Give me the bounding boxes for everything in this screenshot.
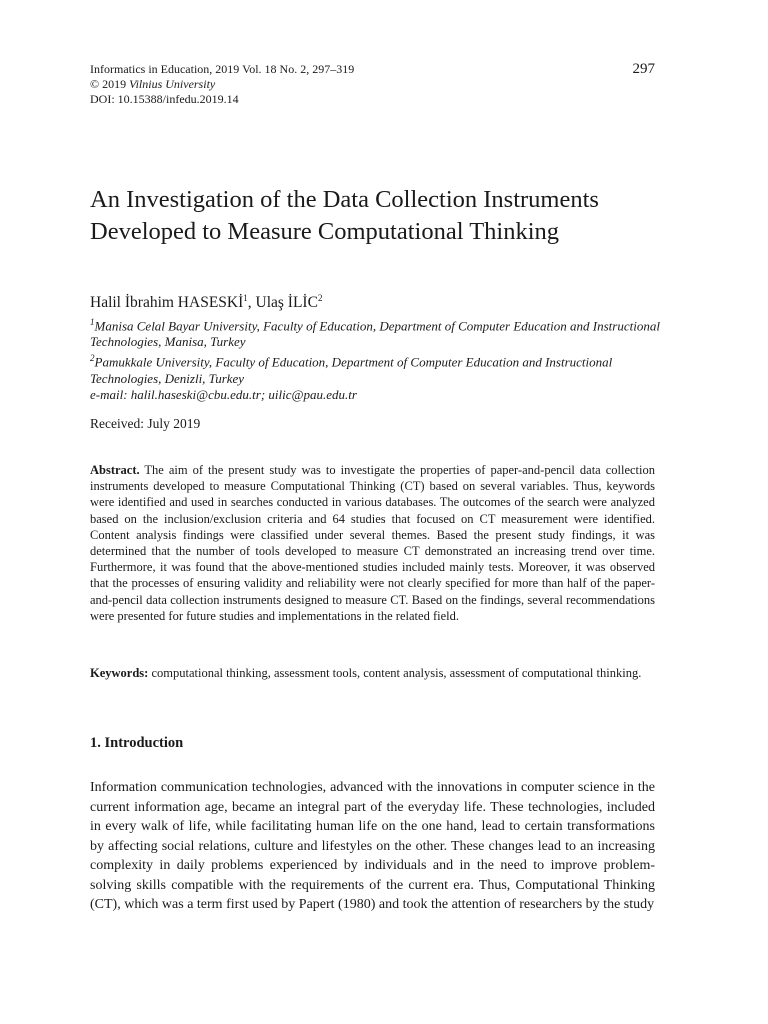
doi: DOI: 10.15388/infedu.2019.14: [90, 92, 239, 106]
keywords-text: computational thinking, assessment tools, content analysis, assessment of computational thinking.: [148, 666, 642, 680]
affiliation-text: Manisa Celal Bayar University, Faculty of Education, Department of Computer Education and Instructional Technologies, Manisa, Turkey: [90, 318, 660, 350]
affiliation-mark: 2: [90, 353, 95, 364]
affiliation-text: Pamukkale University, Faculty of Education, Department of Computer Education and Instructional Technologies, Denizli, Turkey: [90, 354, 613, 386]
paper-title: An Investigation of the Data Collection Instruments Developed to Measure Computational Thinking: [90, 186, 599, 245]
copyright-prefix: © 2019: [90, 77, 130, 91]
affiliation-mark: 1: [90, 317, 95, 327]
copyright-line: [90, 77, 655, 92]
contact-email: e-mail: halil.haseski@cbu.edu.tr; uilic@pau.edu.tr: [90, 386, 357, 402]
author-affiliation-mark: 2: [317, 293, 323, 303]
affiliation: [90, 314, 665, 350]
author-list: [90, 288, 322, 313]
copyright-institution: Vilnius University: [129, 77, 216, 91]
abstract-label: Abstract.: [90, 463, 140, 477]
journal-header: [90, 62, 655, 107]
author-separator: ,: [247, 294, 256, 312]
affiliation: [90, 350, 665, 386]
body-paragraph: Information communication technologies, advanced with the innovations in computer science in the current information age, became an integral part of the everyday life. These technologies, included in every walk of life, while facilitating human life on the one hand, lead to certain transformations by affecting social relations, culture and lifestyles on the other. These changes lead to an increasing complexity in daily problems experienced by individuals and in the need to improve problem-solving skills compatible with the requirements of the current era. Thus, Computational Thinking (CT), which was a term first used by Papert (1980) and took the attention of researchers by the study: [90, 780, 655, 912]
page-number: 297: [632, 61, 655, 77]
received-date: Received: July 2019: [90, 416, 201, 431]
author-name: Halil İbrahim HASESKİ: [90, 294, 244, 312]
author-name: Ulaş İLİC: [255, 294, 318, 312]
abstract-text: The aim of the present study was to investigate the properties of paper-and-pencil data collection instruments developed to measure Computational Thinking (CT) based on several variables. Thus, keywords were identified and used in searches conducted in various databases. The outcomes of the search were analyzed based on the inclusion/exclusion criteria and 64 studies that focused on CT measurement were identified. Content analysis findings were classified under several themes. Based the present study findings, it was determined that the number of tools developed to measure CT demonstrated an increasing trend over time. Furthermore, it was found that the above-mentioned studies included mainly tests. Moreover, it was observed that the processes of ensuring validity and reliability were not clearly specified for more than half of the paper-and-pencil data collection instruments designed to measure CT. Based on the findings, several recommendations were presented for future studies and implementations in the related field.: [90, 463, 655, 623]
journal-citation: Informatics in Education, 2019 Vol. 18 No. 2, 297–319: [90, 62, 355, 76]
keywords: [90, 665, 655, 681]
abstract: [90, 462, 655, 624]
section-heading: 1. Introduction: [90, 735, 184, 751]
keywords-label: Keywords:: [90, 666, 149, 680]
affiliations: [90, 314, 665, 403]
author-affiliation-mark: 1: [243, 293, 248, 303]
